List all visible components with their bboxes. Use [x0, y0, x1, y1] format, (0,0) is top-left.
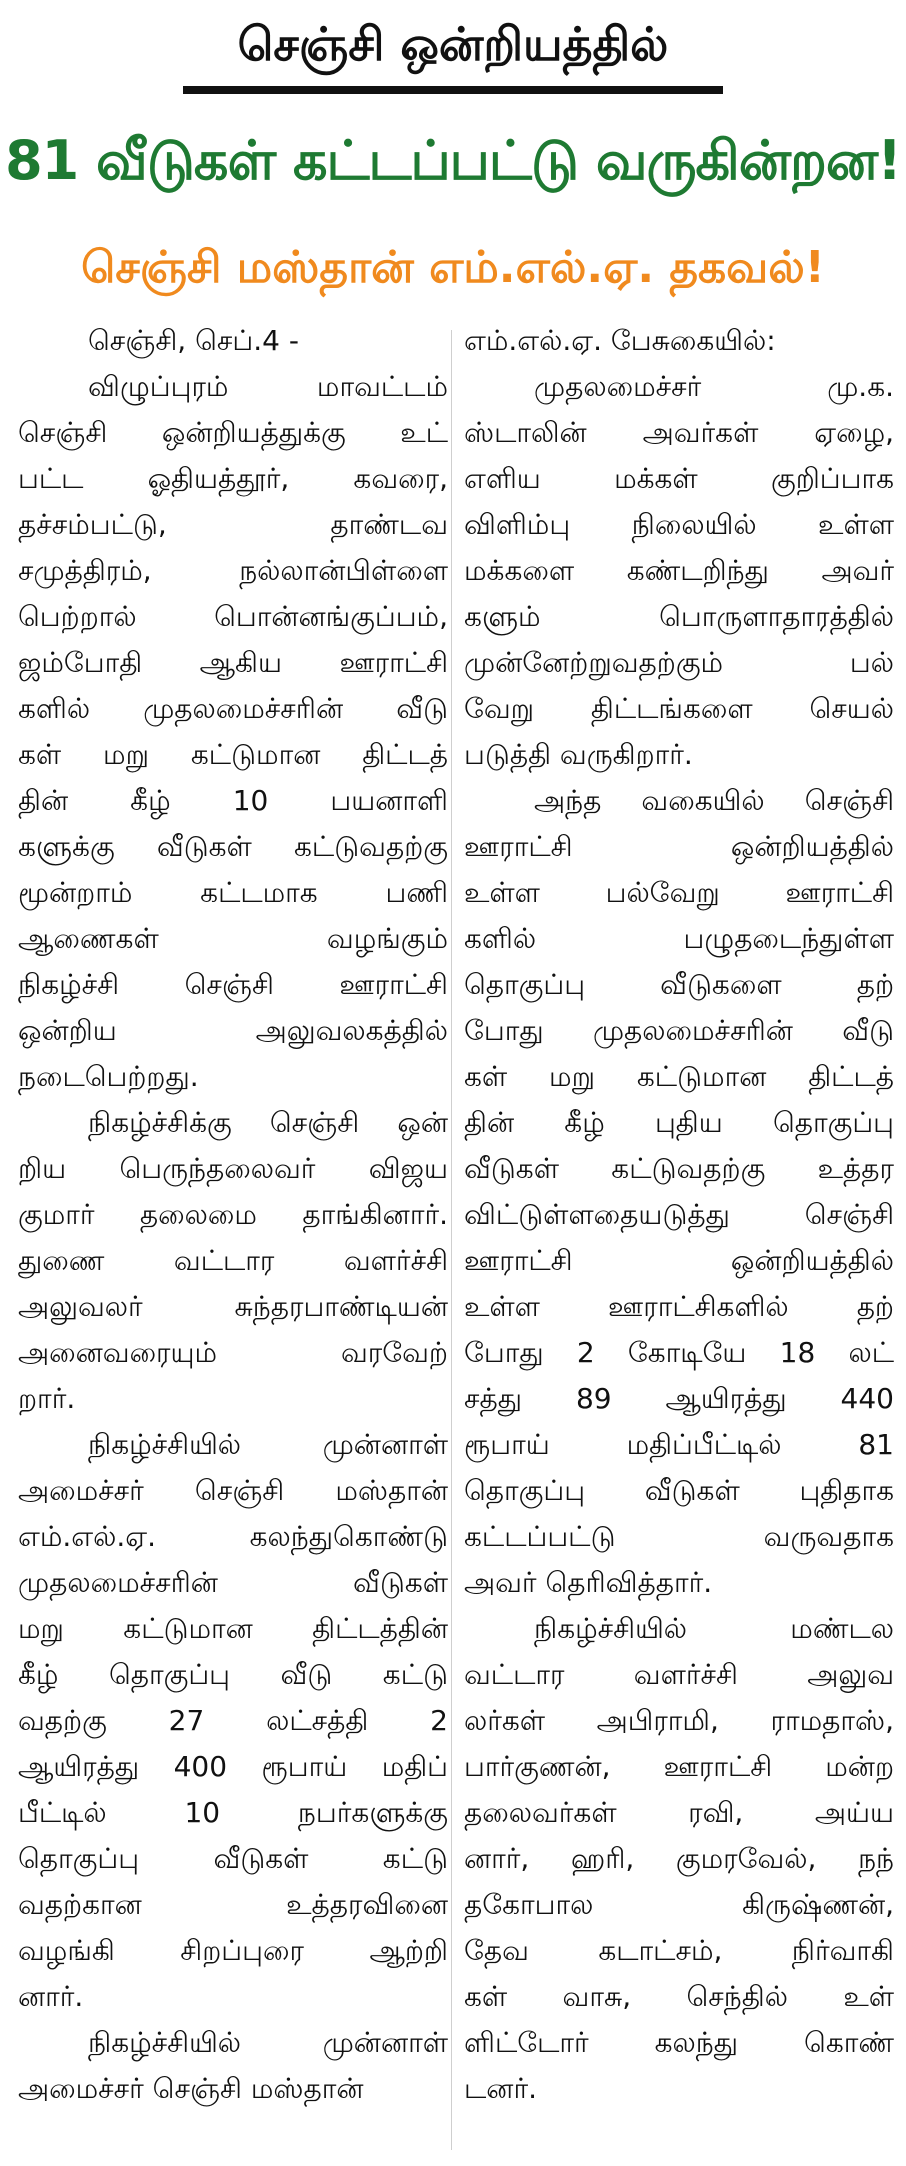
left-column-line: மூன்றாம் கட்டமாக பணி — [18, 876, 448, 909]
left-column-line: முதலமைச்சரின் வீடுகள் — [18, 1566, 448, 1599]
left-column-line: நிகழ்ச்சியில் முன்னாள் — [88, 1428, 448, 1461]
right-column-line: டனர். — [464, 2072, 537, 2105]
right-column-line: போது முதலமைச்சரின் வீடு — [464, 1014, 894, 1047]
right-column-line: எம்.எல்.ஏ. பேசுகையில்: — [464, 324, 776, 357]
left-column-line: அமைச்சர் செஞ்சி மஸ்தான் — [18, 1474, 448, 1507]
left-column-line: செஞ்சி ஒன்றியத்துக்கு உட் — [18, 416, 448, 449]
left-column-line: நடைபெற்றது. — [18, 1060, 199, 1093]
right-column-line: உள்ள ஊராட்சிகளில் தற் — [464, 1290, 894, 1323]
left-column-line: செஞ்சி, செப்.4 - — [88, 324, 299, 357]
right-column-line: எளிய மக்கள் குறிப்பாக — [464, 462, 894, 495]
right-column-line: லர்கள் அபிராமி, ராமதாஸ், — [464, 1704, 894, 1737]
right-column-line: களில் பழுதடைந்துள்ள — [464, 922, 894, 955]
right-column-line: னார், ஹரி, குமரவேல், நந் — [464, 1842, 894, 1875]
left-column-line: தின் கீழ் 10 பயனாளி — [18, 784, 448, 817]
left-column-line: றிய பெருந்தலைவர் விஜய — [18, 1152, 448, 1185]
left-column-line: நிகழ்ச்சியில் முன்னாள் — [88, 2026, 448, 2059]
right-column-line: முதலமைச்சர் மு.க. — [534, 370, 894, 403]
right-column-line: கட்டப்பட்டு வருவதாக — [464, 1520, 894, 1553]
right-column-line: கள் மறு கட்டுமான திட்டத் — [464, 1060, 894, 1093]
right-column-line: ரூபாய் மதிப்பீட்டில் 81 — [464, 1428, 894, 1461]
left-column-line: நிகழ்ச்சி செஞ்சி ஊராட்சி — [18, 968, 448, 1001]
right-column-line: தலைவர்கள் ரவி, அய்ய — [464, 1796, 894, 1829]
left-column-line: வதற்கு 27 லட்சத்தி 2 — [18, 1704, 448, 1737]
left-column-line: குமார் தலைமை தாங்கினார். — [18, 1198, 448, 1231]
left-column-line: கீழ் தொகுப்பு வீடு கட்டு — [18, 1658, 448, 1691]
right-column-line: வட்டார வளர்ச்சி அலுவ — [464, 1658, 894, 1691]
right-column-line: உள்ள பல்வேறு ஊராட்சி — [464, 876, 894, 909]
headline: 81 வீடுகள் கட்டப்பட்டு வருகின்றன! — [5, 128, 901, 192]
right-column-line: மக்களை கண்டறிந்து அவர் — [464, 554, 894, 587]
kicker-title: செஞ்சி ஒன்றியத்தில் — [237, 16, 669, 71]
left-column-line: ஒன்றிய அலுவலகத்தில் — [18, 1014, 448, 1047]
left-column-line: விழுப்புரம் மாவட்டம் — [88, 370, 448, 403]
right-column-line: கள் வாசு, செந்தில் உள் — [464, 1980, 894, 2013]
left-column-line: அமைச்சர் செஞ்சி மஸ்தான் — [18, 2072, 364, 2105]
left-column-line: களில் முதலமைச்சரின் வீடு — [18, 692, 448, 725]
left-column-line: ஆணைகள் வழங்கும் — [18, 922, 448, 955]
right-column-line: ஸ்டாலின் அவர்கள் ஏழை, — [464, 416, 894, 449]
right-column-line: தின் கீழ் புதிய தொகுப்பு — [464, 1106, 894, 1139]
left-column-line: எம்.எல்.ஏ. கலந்துகொண்டு — [18, 1520, 448, 1553]
left-column-line: அனைவரையும் வரவேற் — [18, 1336, 448, 1369]
right-column-line: பார்குணன், ஊராட்சி மன்ற — [464, 1750, 894, 1783]
left-column-line: மறு கட்டுமான திட்டத்தின் — [18, 1612, 448, 1645]
left-column-line: பீட்டில் 10 நபர்களுக்கு — [18, 1796, 448, 1829]
subheadline: செஞ்சி மஸ்தான் எம்.எல்.ஏ. தகவல்! — [81, 241, 825, 293]
left-column-line: தொகுப்பு வீடுகள் கட்டு — [18, 1842, 448, 1875]
right-column-line: படுத்தி வருகிறார். — [464, 738, 693, 771]
left-column-line: சமுத்திரம், நல்லான்பிள்ளை — [18, 554, 448, 587]
column-divider — [451, 330, 452, 2150]
left-column-line: றார். — [18, 1382, 76, 1415]
right-column-line: தொகுப்பு வீடுகள் புதிதாக — [464, 1474, 894, 1507]
right-column-line: சத்து 89 ஆயிரத்து 440 — [464, 1382, 894, 1415]
left-column-line: கள் மறு கட்டுமான திட்டத் — [18, 738, 448, 771]
right-column-line: ளிட்டோர் கலந்து கொண் — [464, 2026, 894, 2059]
right-column-line: அந்த வகையில் செஞ்சி — [534, 784, 894, 817]
right-column-line: தேவ கடாட்சம், நிர்வாகி — [464, 1934, 894, 1967]
left-column-line: ஜம்போதி ஆகிய ஊராட்சி — [18, 646, 448, 679]
right-column-line: அவர் தெரிவித்தார். — [464, 1566, 713, 1599]
left-column-line: களுக்கு வீடுகள் கட்டுவதற்கு — [18, 830, 448, 863]
left-column-line: அலுவலர் சுந்தரபாண்டியன் — [18, 1290, 448, 1323]
kicker-underline — [183, 86, 723, 94]
right-column-line: தொகுப்பு வீடுகளை தற் — [464, 968, 894, 1001]
right-column-line: வீடுகள் கட்டுவதற்கு உத்தர — [464, 1152, 894, 1185]
right-column-line: போது 2 கோடியே 18 லட் — [464, 1336, 894, 1369]
left-column-line: ஆயிரத்து 400 ரூபாய் மதிப் — [18, 1750, 448, 1783]
left-column-line: தச்சம்பட்டு, தாண்டவ — [18, 508, 448, 541]
right-column-line: விட்டுள்ளதையடுத்து செஞ்சி — [464, 1198, 894, 1231]
left-column — [18, 318, 448, 2112]
right-column-line: முன்னேற்றுவதற்கும் பல் — [464, 646, 894, 679]
right-column-line: ஊராட்சி ஒன்றியத்தில் — [464, 1244, 894, 1277]
left-column-line: வழங்கி சிறப்புரை ஆற்றி — [18, 1934, 448, 1967]
right-column-line: களும் பொருளாதாரத்தில் — [464, 600, 894, 633]
right-column-line: வேறு திட்டங்களை செயல் — [464, 692, 894, 725]
right-column-line: தகோபால கிருஷ்ணன், — [464, 1888, 894, 1921]
right-column-line: விளிம்பு நிலையில் உள்ள — [464, 508, 894, 541]
right-column-line: நிகழ்ச்சியில் மண்டல — [534, 1612, 894, 1645]
left-column-line: துணை வட்டார வளர்ச்சி — [18, 1244, 448, 1277]
left-column-line: வதற்கான உத்தரவினை — [18, 1888, 448, 1921]
left-column-line: பட்ட ஓதியத்தூர், கவரை, — [18, 462, 448, 495]
right-column-line: ஊராட்சி ஒன்றியத்தில் — [464, 830, 894, 863]
left-column-line: நிகழ்ச்சிக்கு செஞ்சி ஒன் — [88, 1106, 448, 1139]
left-column-line: பெற்றால் பொன்னங்குப்பம், — [18, 600, 448, 633]
right-column — [464, 318, 894, 2112]
left-column-line: னார். — [18, 1980, 84, 2013]
